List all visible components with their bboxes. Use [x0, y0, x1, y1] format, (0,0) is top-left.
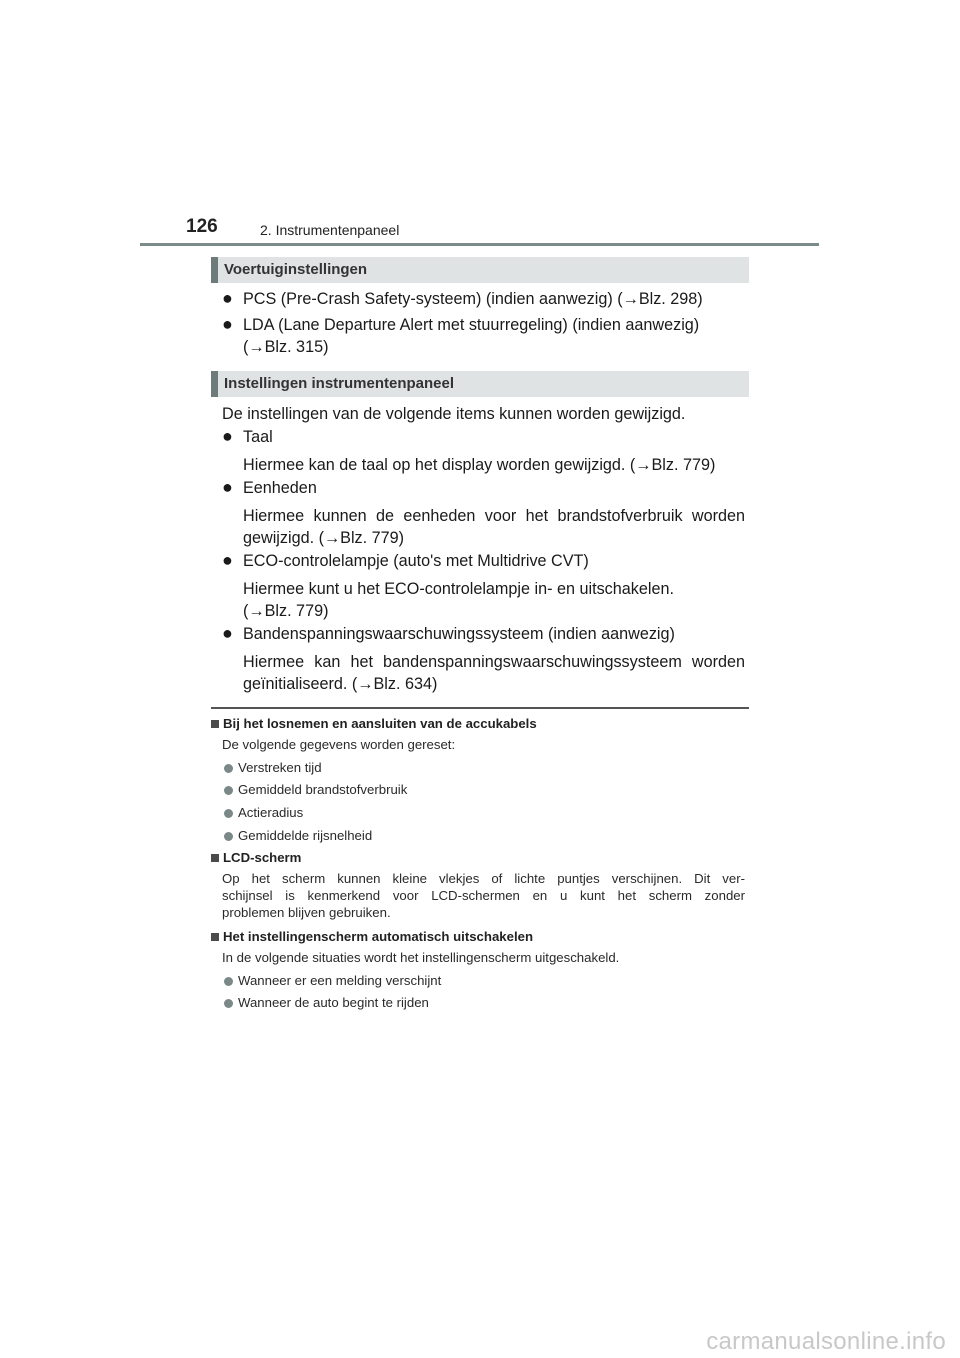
section-accent: [211, 371, 218, 397]
round-bullet-icon: [224, 999, 233, 1008]
note-heading: Het instellingenscherm automatisch uitschakelen: [223, 929, 533, 944]
page-reference: (→Blz. 315): [243, 338, 329, 356]
list-item: PCS (Pre-Crash Safety-systeem) (indien aanwezig) (→Blz. 298): [243, 290, 703, 308]
note-paragraph-line: schijnsel is kenmerkend voor LCD-schermen en u kunt het scherm zonder: [222, 888, 745, 903]
round-bullet-icon: [224, 764, 233, 773]
list-item-label: Eenheden: [243, 479, 317, 497]
list-item-desc: Hiermee kan het bandenspanningswaarschuwingssysteem worden: [243, 653, 745, 671]
list-item-label: ECO-controlelampje (auto's met Multidrive CVT): [243, 552, 589, 570]
note-list-item: Verstreken tijd: [238, 760, 322, 775]
square-bullet-icon: [211, 720, 219, 728]
chapter-title: 2. Instrumentenpaneel: [260, 222, 400, 238]
list-item-desc: Hiermee kunt u het ECO-controlelampje in- en uitschakelen.: [243, 580, 674, 598]
bullet-icon: ●: [222, 314, 233, 334]
note-paragraph-line: problemen blijven gebruiken.: [222, 905, 391, 920]
round-bullet-icon: [224, 977, 233, 986]
square-bullet-icon: [211, 933, 219, 941]
bullet-icon: ●: [222, 288, 233, 308]
list-item-desc: Hiermee kan de taal op het display worden gewijzigd. (→Blz. 779): [243, 456, 716, 474]
bullet-icon: ●: [222, 426, 233, 446]
section-heading-panel-settings: [211, 371, 749, 397]
round-bullet-icon: [224, 832, 233, 841]
section-divider: [211, 707, 749, 709]
page-number: 126: [186, 216, 218, 237]
note-list-item: Gemiddeld brandstofverbruik: [238, 782, 408, 797]
note-list-item: Gemiddelde rijsnelheid: [238, 828, 373, 843]
note-text: De volgende gegevens worden gereset:: [222, 737, 456, 752]
section-heading-vehicle-settings: [211, 257, 749, 283]
list-item: LDA (Lane Departure Alert met stuurregeling) (indien aanwezig): [243, 316, 700, 334]
note-text: In de volgende situaties wordt het instellingenscherm uitgeschakeld.: [222, 950, 620, 965]
section-title: Instellingen instrumentenpaneel: [224, 375, 455, 392]
watermark: carmanualsonline.info: [706, 1328, 946, 1355]
note-list-item: Wanneer de auto begint te rijden: [238, 995, 429, 1010]
intro-text: De instellingen van de volgende items kunnen worden gewijzigd.: [222, 405, 686, 423]
list-item-label: Taal: [243, 428, 273, 446]
bullet-icon: ●: [222, 623, 233, 643]
list-item-desc: geïnitialiseerd. (→Blz. 634): [243, 675, 438, 693]
bullet-icon: ●: [222, 477, 233, 497]
note-heading: Bij het losnemen en aansluiten van de accukabels: [223, 716, 537, 731]
bullet-icon: ●: [222, 550, 233, 570]
round-bullet-icon: [224, 786, 233, 795]
note-list-item: Wanneer er een melding verschijnt: [238, 973, 442, 988]
page-header: [0, 210, 960, 250]
list-item-desc: (→Blz. 779): [243, 602, 329, 620]
list-item-desc: gewijzigd. (→Blz. 779): [243, 529, 405, 547]
square-bullet-icon: [211, 854, 219, 862]
round-bullet-icon: [224, 809, 233, 818]
list-item-desc: Hiermee kunnen de eenheden voor het brandstofverbruik worden: [243, 507, 745, 525]
note-paragraph-line: Op het scherm kunnen kleine vlekjes of lichte puntjes verschijnen. Dit ver-: [222, 871, 745, 886]
note-heading: LCD-scherm: [223, 850, 302, 865]
section-title: Voertuiginstellingen: [224, 261, 368, 278]
list-item-label: Bandenspanningswaarschuwingssysteem (indien aanwezig): [243, 625, 675, 643]
note-list-item: Actieradius: [238, 805, 304, 820]
header-rule: [140, 243, 819, 246]
section-accent: [211, 257, 218, 283]
